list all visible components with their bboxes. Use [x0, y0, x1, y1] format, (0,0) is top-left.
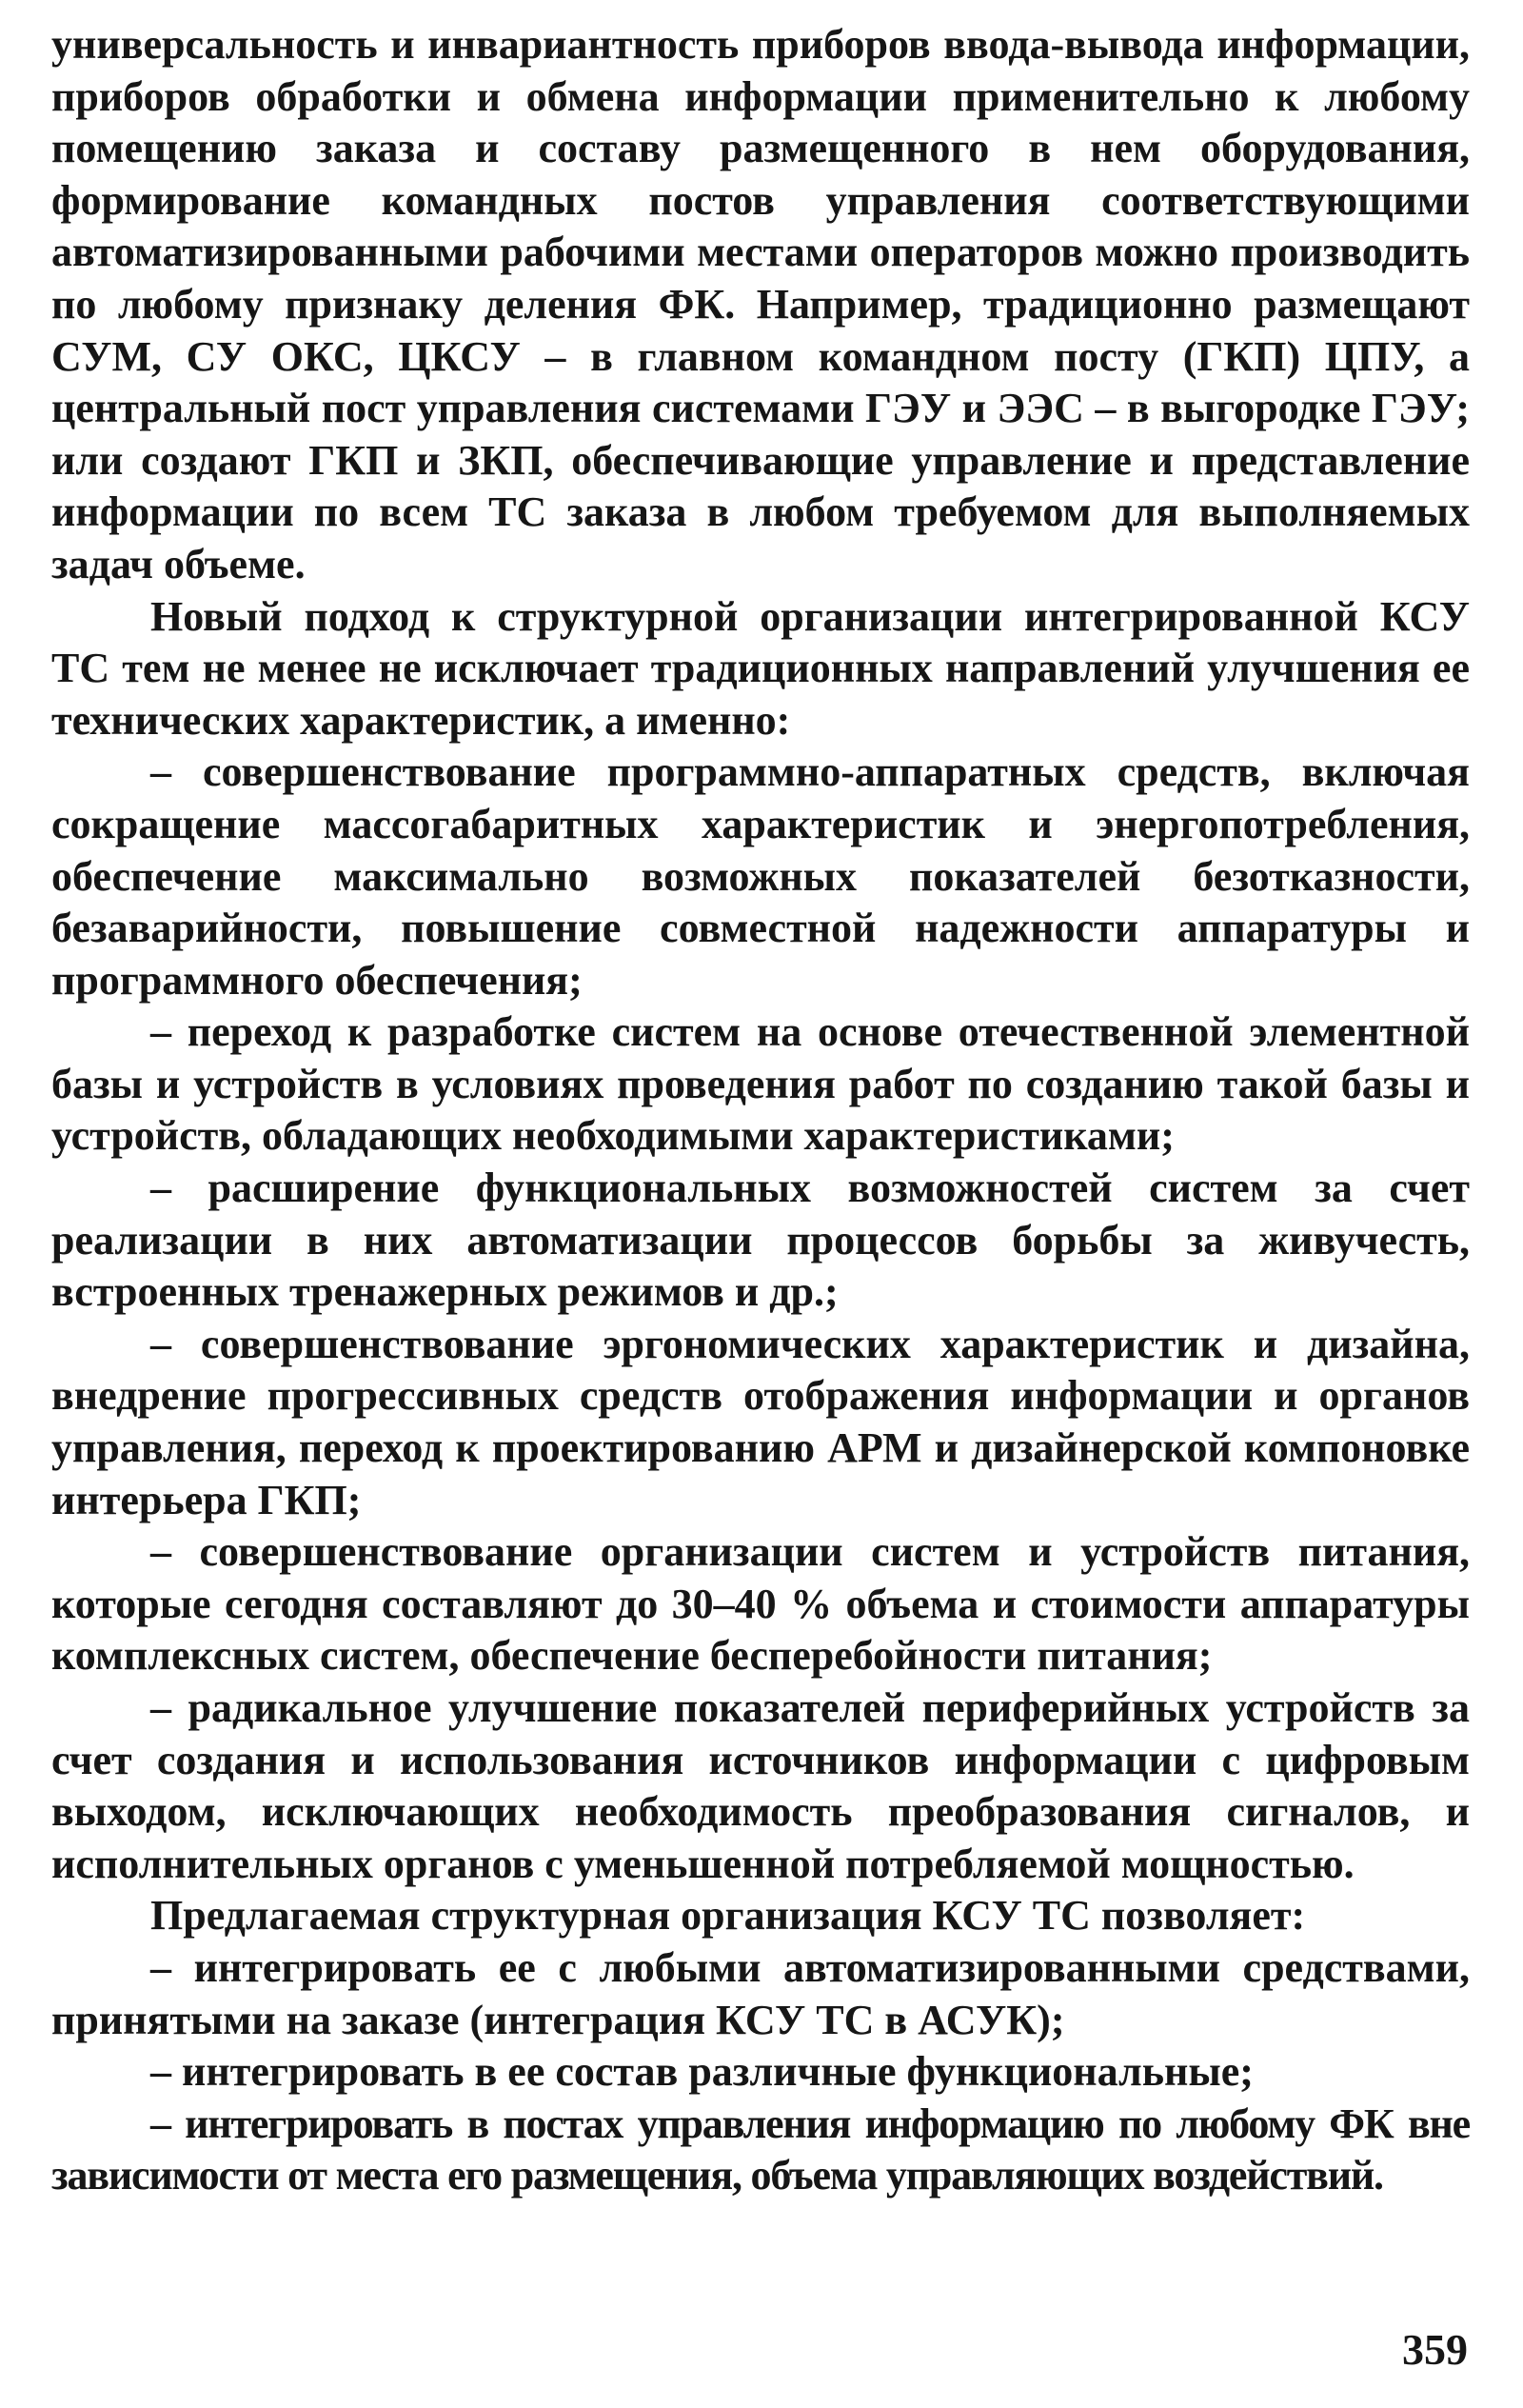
page-number: 359	[1402, 2325, 1468, 2374]
list-item-domestic-components: – переход к разработке систем на основе отечественной элементной базы и устройств в условиях проведения работ по созданию такой базы и устройств, обладающих необходимыми характеристиками;	[51, 1008, 1470, 1160]
list-item-power-supply: – совершенствование организации систем и устройств питания, которые сегодня составляют до 30–40 % объема и стоимости аппаратуры комплексных систем, обеспечение бесперебойности питания;	[51, 1528, 1470, 1680]
list-item-integrate-asuk: – интегрировать ее с любыми автоматизированными средствами, принятыми на заказе (интеграция КСУ ТС в АСУК);	[51, 1943, 1470, 2043]
paragraph-continuation: универсальность и инвариантность приборов ввода-вывода информации, приборов обработки и обмена информации применительно к любому помещению заказа и составу размещенного в нем оборудования, формирование командных постов управления соответствующими автоматизированными рабочими местами операторов можно производить по любому признаку деления ФК. Например, традиционно размещают СУМ, СУ ОКС, ЦКСУ – в главном командном посту (ГКП) ЦПУ, а центральный пост управления системами ГЭУ и ЭЭС – в выгородке ГЭУ; или создают ГКП и ЗКП, обеспечивающие управление и представление информации по всем ТС заказа в любом требуемом для выполняемых задач объеме.	[51, 21, 1470, 587]
list-item-integrate-functional: – интегрировать в ее состав различные функциональные;	[150, 2048, 1254, 2096]
paragraph-proposed-organization: Предлагаемая структурная организация КСУ ТС позволяет:	[150, 1892, 1306, 1940]
paragraph-new-approach: Новый подход к структурной организации интегрированной КСУ ТС тем не менее не исключает традиционных направлений улучшения ее технических характеристик, а именно:	[51, 592, 1470, 744]
body-text	[51, 19, 1470, 2202]
list-item-functional-expansion: – расширение функциональных возможностей систем за счет реализации в них автоматизации процессов борьбы за живучесть, встроенных тренажерных режимов и др.;	[51, 1164, 1470, 1316]
list-item-peripheral-devices: – радикальное улучшение показателей периферийных устройств за счет создания и использования источников информации с цифровым выходом, исключающих необходимость преобразования сигналов, и исполнительных органов с уменьшенной потребляемой мощностью.	[51, 1684, 1470, 1887]
list-item-integrate-posts: – интегрировать в постах управления информацию по любому ФК вне зависимости от места его размещения, объема управляющих воздействий.	[51, 2100, 1470, 2199]
list-item-ergonomics: – совершенствование эргономических характеристик и дизайна, внедрение прогрессивных средств отображения информации и органов управления, переход к проектированию АРМ и дизайнерской компоновке интерьера ГКП;	[51, 1320, 1470, 1523]
list-item-hardware-software: – совершенствование программно-аппаратных средств, включая сокращение массогабаритных характеристик и энергопотребления, обеспечение максимально возможных показателей безотказности, безаварийности, повышение совместной надежности аппаратуры и программного обеспечения;	[51, 748, 1470, 1004]
